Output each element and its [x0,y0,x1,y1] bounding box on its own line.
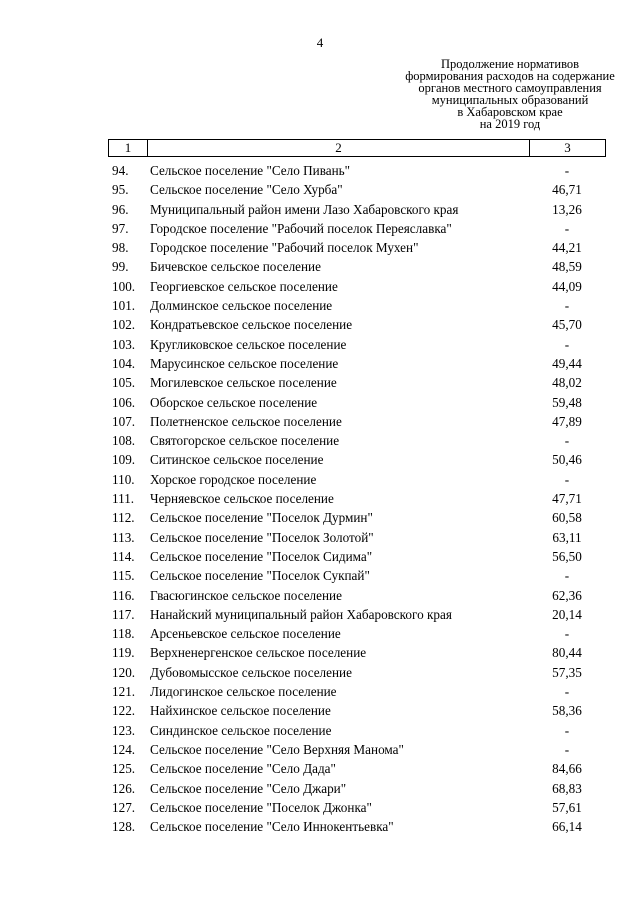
table-row [0,721,640,740]
row-name: Лидогинское сельское поселение [150,684,337,700]
row-name: Могилевское сельское поселение [150,375,337,391]
table-row [0,412,640,431]
table-row [0,257,640,276]
page-number: 4 [316,35,324,50]
row-value: - [564,722,570,738]
row-number: 127. [112,799,136,815]
row-name: Верхненергенское сельское поселение [150,645,367,661]
row-name: Дубовомысское сельское поселение [150,664,352,680]
row-value: 20,14 [552,606,582,622]
table-row [0,180,640,199]
table-row [0,566,640,585]
row-value: 80,44 [552,645,582,661]
caption-line: на 2019 год [479,117,541,131]
row-name: Нанайский муниципальный район Хабаровского края [150,606,452,622]
caption-line: в Хабаровском крае [457,105,563,119]
row-number: 112. [112,510,135,526]
row-number: 104. [112,355,136,371]
row-name: Ситинское сельское поселение [150,452,324,468]
row-name: Сельское поселение "Поселок Джонка" [150,799,372,815]
row-value: 84,66 [552,761,582,777]
row-number: 122. [112,703,136,719]
row-value: - [564,433,570,449]
row-number: 120. [112,664,136,680]
row-value: - [564,684,570,700]
row-value: 47,89 [552,413,582,429]
row-number: 123. [112,722,136,738]
row-number: 100. [112,278,136,294]
row-value: - [564,568,570,584]
row-value: - [564,298,570,314]
row-number: 111. [112,491,135,507]
row-value: 63,11 [552,529,582,545]
row-number: 113. [112,529,135,545]
row-number: 124. [112,741,136,757]
row-name: Черняевское сельское поселение [150,491,334,507]
row-number: 108. [112,433,136,449]
row-number: 101. [112,298,136,314]
table-row [0,373,640,392]
table-caption [380,58,640,130]
row-value: 59,48 [552,394,582,410]
row-name: Полетненское сельское поселение [150,413,342,429]
row-value: - [564,471,570,487]
table-row [0,315,640,334]
row-name: Гвасюгинское сельское поселение [150,587,342,603]
table-row [0,354,640,373]
row-name: Городское поселение "Рабочий поселок Мухен" [150,240,419,256]
row-value: 57,61 [552,799,582,815]
row-value: 46,71 [552,182,582,198]
row-name: Сельское поселение "Поселок Сукпай" [150,568,370,584]
row-value: - [564,336,570,352]
row-name: Синдинское сельское поселение [150,722,332,738]
row-number: 98. [112,240,129,256]
row-value: 62,36 [552,587,582,603]
row-name: Георгиевское сельское поселение [150,278,338,294]
row-number: 109. [112,452,136,468]
row-name: Городское поселение "Рабочий поселок Переяславка" [150,220,452,236]
row-name: Муниципальный район имени Лазо Хабаровского края [150,201,459,217]
row-name: Сельское поселение "Село Верхняя Манома" [150,741,404,757]
table-row [0,528,640,547]
row-number: 102. [112,317,136,333]
row-number: 119. [112,645,135,661]
row-name: Сельское поселение "Поселок Дурмин" [150,510,373,526]
row-number: 99. [112,259,129,275]
caption-line: Продолжение нормативов [440,57,580,71]
table-row [0,393,640,412]
table-row [0,586,640,605]
table-row [0,643,640,662]
row-number: 97. [112,220,129,236]
table-row [0,335,640,354]
caption-line: муниципальных образований [431,93,589,107]
row-value: - [564,163,570,178]
row-number: 106. [112,394,136,410]
row-name: Арсеньевское сельское поселение [150,626,341,642]
row-name: Сельское поселение "Село Пивань" [150,163,351,178]
row-number: 128. [112,819,136,835]
row-value: 56,50 [552,548,582,564]
row-name: Марусинское сельское поселение [150,355,339,371]
table-row [0,450,640,469]
table-row [0,161,640,180]
table-row [0,624,640,643]
row-value: - [564,626,570,642]
row-name: Сельское поселение "Поселок Сидима" [150,548,373,564]
row-value: 58,36 [552,703,582,719]
table-row [0,277,640,296]
table-row [0,701,640,720]
table-body [0,161,640,836]
row-name: Кругликовское сельское поселение [150,336,347,352]
row-value: 66,14 [552,819,582,835]
row-number: 114. [112,548,135,564]
table-row [0,200,640,219]
table-row [0,431,640,450]
table-row [0,779,640,798]
table-row [0,798,640,817]
row-value: 45,70 [552,317,582,333]
row-value: 47,71 [552,491,582,507]
row-value: 48,02 [552,375,582,391]
column-header-name: 2 [148,140,530,156]
table-row [0,547,640,566]
table-row [0,296,640,315]
row-name: Святогорское сельское поселение [150,433,340,449]
row-name: Долминское сельское поселение [150,298,333,314]
table-row [0,219,640,238]
table-row [0,759,640,778]
row-number: 115. [112,568,135,584]
row-name: Сельское поселение "Поселок Золотой" [150,529,374,545]
row-value: 68,83 [552,780,582,796]
row-value: 44,21 [552,240,582,256]
row-name: Найхинское сельское поселение [150,703,331,719]
row-value: 48,59 [552,259,582,275]
row-number: 116. [112,587,135,603]
caption-line: формирования расходов на содержание [405,69,615,83]
row-name: Сельское поселение "Село Хурба" [150,182,343,198]
table-row [0,817,640,836]
caption-line: органов местного самоуправления [418,81,602,95]
row-number: 117. [112,606,135,622]
column-header-number: 1 [109,140,148,156]
row-value: 44,09 [552,278,582,294]
table-row [0,740,640,759]
row-name: Хорское городское поселение [150,471,317,487]
row-number: 105. [112,375,136,391]
table-row [0,489,640,508]
row-number: 96. [112,201,129,217]
row-value: - [564,220,570,236]
row-name: Сельское поселение "Село Дада" [150,761,336,777]
row-number: 94. [112,163,129,178]
row-value: 50,46 [552,452,582,468]
table-row [0,682,640,701]
row-number: 126. [112,780,136,796]
row-value: 49,44 [552,355,582,371]
row-value: 60,58 [552,510,582,526]
row-name: Сельское поселение "Село Иннокентьевка" [150,819,394,835]
table-row [0,470,640,489]
column-header-value: 3 [564,140,571,155]
row-value: 57,35 [552,664,582,680]
row-number: 110. [112,471,135,487]
table-row [0,508,640,527]
row-name: Бичевское сельское поселение [150,259,321,275]
table-row [0,663,640,682]
row-number: 125. [112,761,136,777]
row-number: 103. [112,336,136,352]
row-value: 13,26 [552,201,582,217]
row-value: - [564,741,570,757]
row-name: Оборское сельское поселение [150,394,318,410]
row-number: 118. [112,626,135,642]
table-row [0,238,640,257]
row-number: 107. [112,413,136,429]
row-name: Кондратьевское сельское поселение [150,317,353,333]
row-number: 121. [112,684,136,700]
table-row [0,605,640,624]
table-header [108,139,606,157]
row-number: 95. [112,182,129,198]
row-name: Сельское поселение "Село Джари" [150,780,347,796]
